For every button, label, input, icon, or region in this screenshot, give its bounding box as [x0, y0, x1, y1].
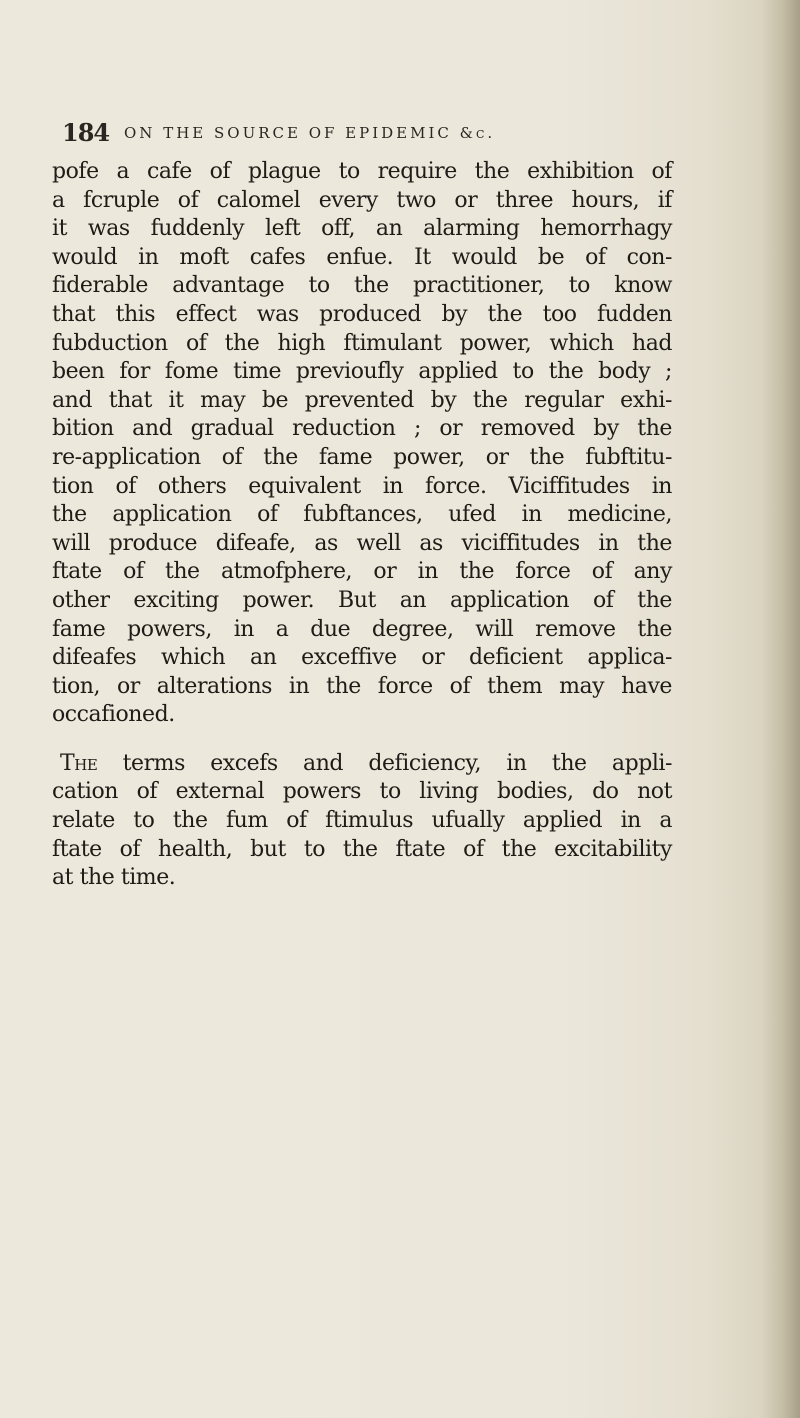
text-line: difeafes which an exceffive or deficient applica- — [52, 645, 672, 671]
text-line: bition and gradual reduction ; or removed by the — [52, 416, 672, 442]
paragraph-gap — [52, 730, 672, 750]
text-line: a fcruple of calomel every two or three hours, if — [52, 187, 672, 213]
running-head: ON THE SOURCE OF EPIDEMIC &c. — [124, 124, 496, 142]
page-header — [62, 118, 672, 148]
page-number: 184 — [62, 118, 110, 147]
text-line: cation of external powers to living bodies, do not — [52, 779, 672, 805]
text-line: it was fuddenly left off, an alarming hemorrhagy — [52, 216, 672, 242]
text-line: other exciting power. But an application of the — [52, 587, 672, 613]
body-text — [52, 158, 672, 893]
text-line: fame powers, in a due degree, will remove the — [52, 616, 672, 642]
text-line: at the time. — [52, 865, 176, 891]
text-line: ftate of the atmofphere, or in the force of any — [52, 559, 672, 585]
paragraph-2 — [52, 750, 672, 893]
text-line: will produce difeafe, as well as viciffitudes in the — [52, 530, 672, 556]
text-line: ftate of health, but to the ftate of the excitability — [52, 836, 672, 862]
paragraph-lead-word: The — [60, 750, 98, 776]
text-line: that this effect was produced by the too fudden — [52, 301, 672, 327]
text-line — [52, 750, 672, 779]
text-line: tion of others equivalent in force. Viciffitudes in — [52, 473, 672, 499]
text-line: the application of fubftances, ufed in medicine, — [52, 502, 672, 528]
text-line: re-application of the fame power, or the fubftitu- — [52, 444, 672, 470]
text-line: fiderable advantage to the practitioner, to know — [52, 273, 672, 299]
page-edge-shadow — [760, 0, 800, 1418]
text-line: would in moft cafes enfue. It would be of con- — [52, 244, 672, 270]
text-line: occafioned. — [52, 702, 175, 728]
text-line-rest: terms excefs and deficiency, in the appli- — [97, 750, 672, 776]
text-line: and that it may be prevented by the regular exhi- — [52, 387, 672, 413]
paragraph-1 — [52, 158, 672, 730]
text-line: been for fome time previoufly applied to the body ; — [52, 359, 672, 385]
text-line: relate to the fum of ftimulus ufually applied in a — [52, 808, 672, 834]
text-line: tion, or alterations in the force of them may have — [52, 673, 672, 699]
text-line: pofe a cafe of plague to require the exhibition of — [52, 159, 672, 184]
text-line: fubduction of the high ftimulant power, which had — [52, 330, 672, 356]
